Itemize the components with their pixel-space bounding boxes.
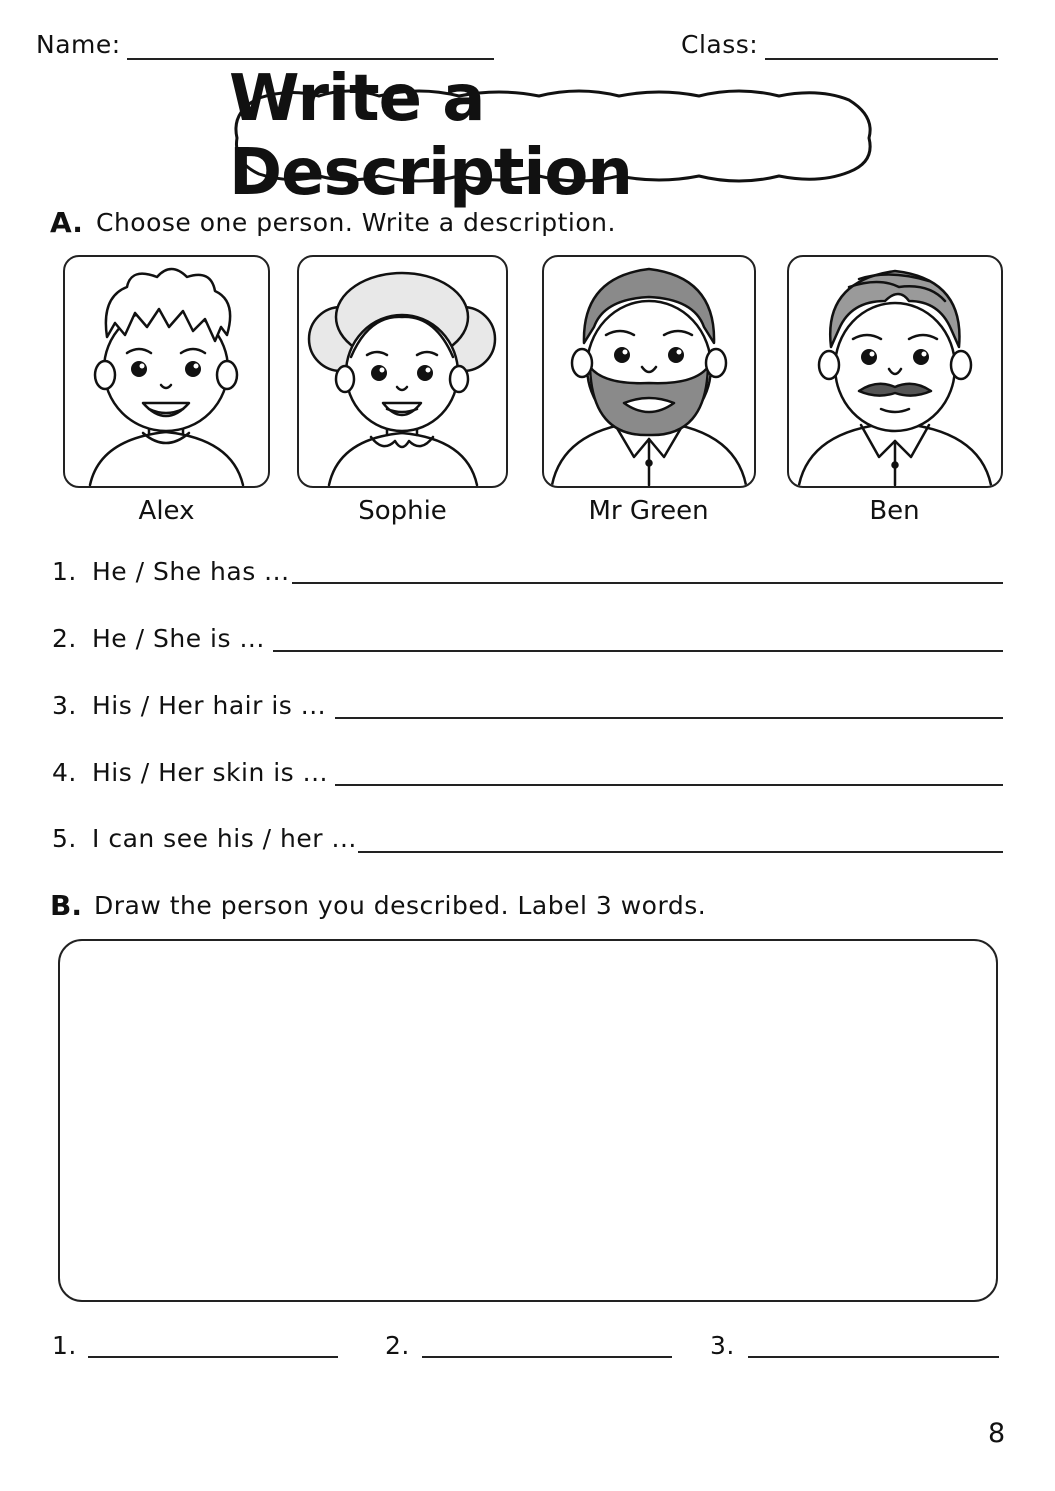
section-a-instruction: Choose one person. Write a description.	[96, 208, 616, 237]
portrait-card-sophie[interactable]	[297, 255, 508, 488]
prompt-text: His / Her hair is ...	[92, 691, 327, 720]
bearded-man-portrait-icon	[544, 257, 754, 486]
label-number-3: 3.	[710, 1331, 735, 1360]
girl-portrait-icon	[299, 257, 506, 486]
answer-line-1[interactable]	[292, 582, 1003, 584]
prompt-text: I can see his / her ...	[92, 824, 357, 853]
portrait-card-ben[interactable]	[787, 255, 1003, 488]
title-badge	[229, 62, 877, 210]
section-b-instruction: Draw the person you described. Label 3 words.	[94, 891, 707, 920]
boy-portrait-icon	[65, 257, 268, 486]
page-title: Write a Description	[229, 62, 632, 210]
page-number: 8	[988, 1418, 1006, 1449]
portrait-card-mr-green[interactable]	[542, 255, 756, 488]
prompt-text: His / Her skin is ...	[92, 758, 328, 787]
prompt-number: 5.	[52, 824, 77, 853]
answer-line-2[interactable]	[273, 650, 1003, 652]
section-b-letter: B.	[50, 889, 82, 922]
drawing-area[interactable]	[58, 939, 998, 1302]
prompt-number: 4.	[52, 758, 77, 787]
prompt-number: 1.	[52, 557, 77, 586]
person-name-sophie: Sophie	[358, 496, 447, 526]
label-line-3[interactable]	[748, 1356, 999, 1358]
prompt-text: He / She is ...	[92, 624, 265, 653]
mustache-man-portrait-icon	[789, 257, 1001, 486]
label-line-2[interactable]	[422, 1356, 672, 1358]
label-number-2: 2.	[385, 1331, 410, 1360]
class-field-line[interactable]	[765, 58, 998, 60]
label-number-1: 1.	[52, 1331, 77, 1360]
name-field-line[interactable]	[127, 58, 494, 60]
person-name-alex: Alex	[138, 496, 195, 526]
answer-line-3[interactable]	[335, 717, 1003, 719]
prompt-number: 3.	[52, 691, 77, 720]
person-name-ben: Ben	[869, 496, 920, 526]
portrait-card-alex[interactable]	[63, 255, 270, 488]
section-a-letter: A.	[50, 206, 83, 239]
prompt-number: 2.	[52, 624, 77, 653]
person-name-mr-green: Mr Green	[588, 496, 709, 526]
class-label: Class:	[681, 30, 759, 59]
prompt-text: He / She has ...	[92, 557, 290, 586]
name-label: Name:	[36, 30, 121, 59]
label-line-1[interactable]	[88, 1356, 338, 1358]
answer-line-4[interactable]	[335, 784, 1003, 786]
answer-line-5[interactable]	[358, 851, 1003, 853]
